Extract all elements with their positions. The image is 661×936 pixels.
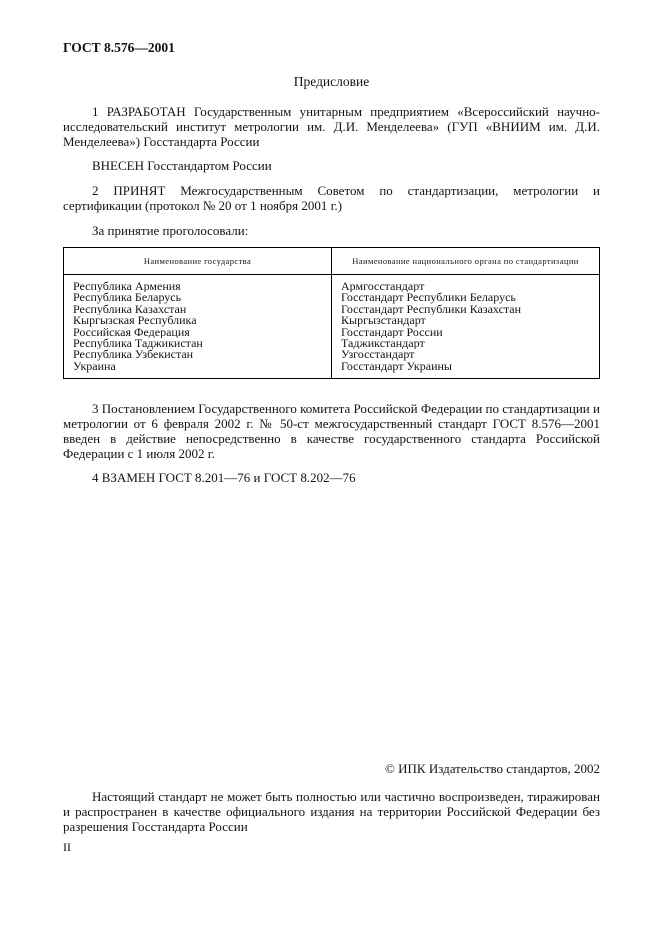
state-cell: Кыргызская Республика bbox=[73, 315, 197, 327]
org-cell: Армгосстандарт bbox=[332, 275, 600, 293]
org-cell: Узгосстандарт bbox=[332, 349, 600, 360]
org-cell: Госстандарт Украины bbox=[332, 361, 600, 379]
copyright-line: © ИПК Издательство стандартов, 2002 bbox=[385, 761, 600, 777]
table-row bbox=[64, 361, 600, 379]
clause-accepted: 2 ПРИНЯТ Межгосударственным Советом по стандартизации, метрологии и сертификации (протокол № 20 от 1 ноября 2001 г.) bbox=[63, 183, 600, 213]
vote-lead-line: За принятие проголосовали: bbox=[92, 223, 249, 238]
org-cell: Кыргызстандарт bbox=[332, 315, 600, 326]
table-row bbox=[64, 349, 600, 360]
footer-spacer bbox=[63, 485, 600, 761]
doc-code: ГОСТ 8.576—2001 bbox=[63, 40, 175, 55]
clause-enacted: 3 Постановлением Государственного комитета Российской Федерации по стандартизации и метрологии от 6 февраля 2002 г. № 50-ст межгосударственный стандарт ГОСТ 8.576—2001 введен в действие непосредственно в качестве государственного стандарта Российской Федерации с 1 июля 2002 г. bbox=[63, 401, 600, 462]
org-cell: Госстандарт Республики Беларусь bbox=[332, 292, 600, 303]
state-cell: Республика Беларусь bbox=[73, 292, 182, 304]
state-cell: Республика Армения bbox=[73, 279, 181, 293]
table-row bbox=[64, 315, 600, 326]
table-header-org: Наименование национального органа по стандартизации bbox=[332, 248, 600, 275]
clause-submitted: ВНЕСЕН Госстандартом России bbox=[92, 158, 272, 173]
distribution-notice: Настоящий стандарт не может быть полностью или частично воспроизведен, тиражирован и распространен в качестве официального издания на территории Российской Федерации без разрешения Госстандарта России bbox=[63, 789, 600, 835]
state-cell: Республика Таджикистан bbox=[73, 338, 203, 350]
org-cell: Госстандарт России bbox=[332, 327, 600, 338]
table-row bbox=[64, 338, 600, 349]
voting-table bbox=[63, 247, 600, 379]
table-header-row bbox=[64, 248, 600, 275]
page-number: II bbox=[63, 840, 71, 855]
org-cell: Таджикстандарт bbox=[332, 338, 600, 349]
voting-table-head bbox=[64, 248, 600, 275]
voting-table-body bbox=[64, 275, 600, 379]
clause-replaces: 4 ВЗАМЕН ГОСТ 8.201—76 и ГОСТ 8.202—76 bbox=[92, 470, 356, 486]
org-cell: Госстандарт Республики Казахстан bbox=[332, 304, 600, 315]
table-header-state: Наименование государства bbox=[64, 248, 332, 275]
clause-developed: 1 РАЗРАБОТАН Государственным унитарным предприятием «Всероссийский научно-исследовательский институт метрологии им. Д.И. Менделеева» (ГУП «ВНИИМ им. Д.И. Менделеева») Госстандарта России bbox=[63, 104, 600, 149]
table-row bbox=[64, 275, 600, 293]
table-row bbox=[64, 327, 600, 338]
page-title: Предисловие bbox=[293, 74, 370, 89]
state-cell: Республика Казахстан bbox=[73, 303, 187, 316]
state-cell: Республика Узбекистан bbox=[73, 349, 194, 361]
state-cell: Российская Федерация bbox=[73, 326, 190, 339]
state-cell: Украина bbox=[73, 360, 116, 373]
table-row bbox=[64, 304, 600, 315]
table-row bbox=[64, 292, 600, 303]
